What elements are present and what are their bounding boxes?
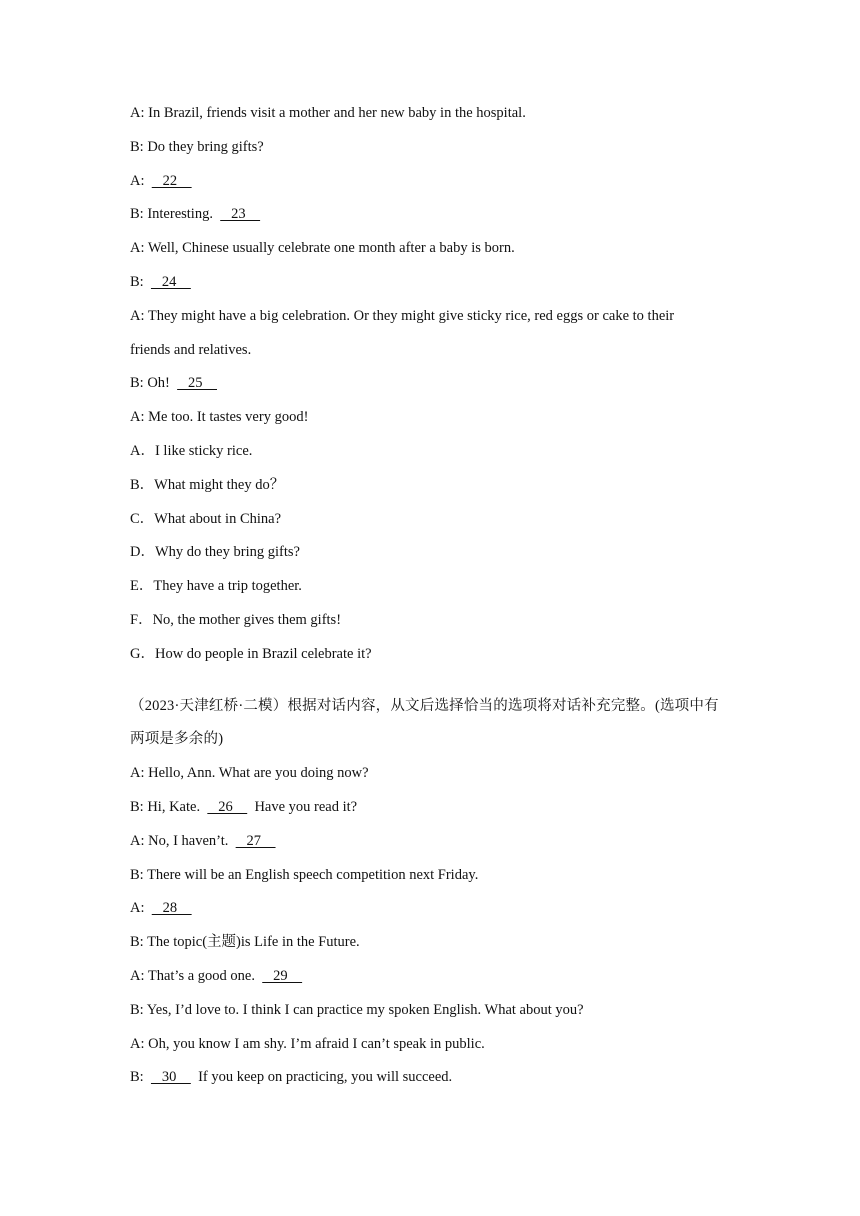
dialogue-line (130, 139, 740, 155)
dialogue-line (130, 867, 740, 883)
answer-blank[interactable]: 26 (207, 798, 248, 815)
options-list-1 (130, 443, 740, 662)
dialogue-text-after: Have you read it? (247, 798, 358, 815)
dialogue-text: A: That’s a good one. (130, 967, 263, 984)
document-page (130, 105, 740, 1103)
dialogue-line (130, 934, 740, 950)
dialogue-line (130, 968, 740, 984)
instruction-line-2: 两项是多余的) (130, 731, 224, 748)
dialogue-line (130, 833, 740, 849)
dialogue-text: B: Hi, Kate. (130, 798, 208, 815)
option-item: D．Why do they bring gifts? (130, 544, 300, 561)
answer-blank[interactable]: 30 (150, 1069, 191, 1086)
dialogue-text: friends and relatives. (130, 341, 252, 358)
dialogue-line (130, 375, 740, 391)
dialogue-text: B: (130, 1069, 151, 1086)
answer-blank[interactable]: 23 (220, 206, 261, 223)
dialogue-line (130, 1002, 740, 1018)
dialogue-text: A: Oh, you know I am shy. I’m afraid I can’t speak in public. (130, 1035, 485, 1052)
answer-blank[interactable]: 22 (151, 172, 192, 189)
dialogue-line (130, 765, 740, 781)
dialogue-line (130, 342, 740, 358)
answer-blank[interactable]: 24 (150, 273, 191, 290)
dialogue-line (130, 274, 740, 290)
dialogue-text: B: Interesting. (130, 206, 221, 223)
dialogue-text: A: (130, 900, 152, 917)
dialogue-section-2 (130, 765, 740, 1085)
dialogue-line (130, 173, 740, 189)
dialogue-text: A: Well, Chinese usually celebrate one month after a baby is born. (130, 240, 515, 257)
dialogue-line (130, 1069, 740, 1085)
dialogue-line (130, 308, 740, 324)
dialogue-text: B: The topic(主题)is Life in the Future. (130, 934, 360, 951)
dialogue-line (130, 799, 740, 815)
option-item: B．What might they do？ (130, 476, 285, 493)
dialogue-text: A: In Brazil, friends visit a mother and her new baby in the hospital. (130, 105, 526, 121)
answer-blank[interactable]: 28 (151, 900, 192, 917)
option-item: A．I like sticky rice. (130, 442, 253, 459)
dialogue-line (130, 900, 740, 916)
option-item: C．What about in China? (130, 510, 282, 527)
dialogue-line (130, 206, 740, 222)
dialogue-text-after: If you keep on practicing, you will succeed. (190, 1069, 453, 1086)
dialogue-line (130, 240, 740, 256)
option-item: F．No, the mother gives them gifts! (130, 611, 342, 628)
dialogue-text: B: (130, 273, 151, 290)
dialogue-text: B: Do they bring gifts? (130, 138, 264, 155)
instruction-line-1: （2023·天津红桥·二模）根据对话内容，从文后选择恰当的选项将对话补充完整。(选项中有 (130, 697, 719, 714)
dialogue-line (130, 1036, 740, 1052)
dialogue-text: B: Yes, I’d love to. I think I can practice my spoken English. What about you? (130, 1001, 584, 1018)
dialogue-line (130, 409, 740, 425)
dialogue-text: A: No, I haven’t. (130, 832, 236, 849)
dialogue-text: A: Me too. It tastes very good! (130, 409, 309, 426)
dialogue-text: A: (130, 172, 152, 189)
option-item: E．They have a trip together. (130, 578, 302, 595)
dialogue-line (130, 105, 740, 121)
answer-blank[interactable]: 29 (262, 967, 303, 984)
option-item: G．How do people in Brazil celebrate it? (130, 645, 372, 662)
dialogue-text: A: They might have a big celebration. Or they might give sticky rice, red eggs or cake to their (130, 307, 675, 324)
dialogue-text: B: There will be an English speech competition next Friday. (130, 866, 479, 883)
answer-blank[interactable]: 27 (235, 832, 276, 849)
answer-blank[interactable]: 25 (177, 375, 217, 392)
dialogue-section-1 (130, 105, 740, 425)
section-gap (130, 680, 740, 698)
dialogue-text: B: Oh! (130, 375, 178, 392)
dialogue-text: A: Hello, Ann. What are you doing now? (130, 765, 369, 782)
